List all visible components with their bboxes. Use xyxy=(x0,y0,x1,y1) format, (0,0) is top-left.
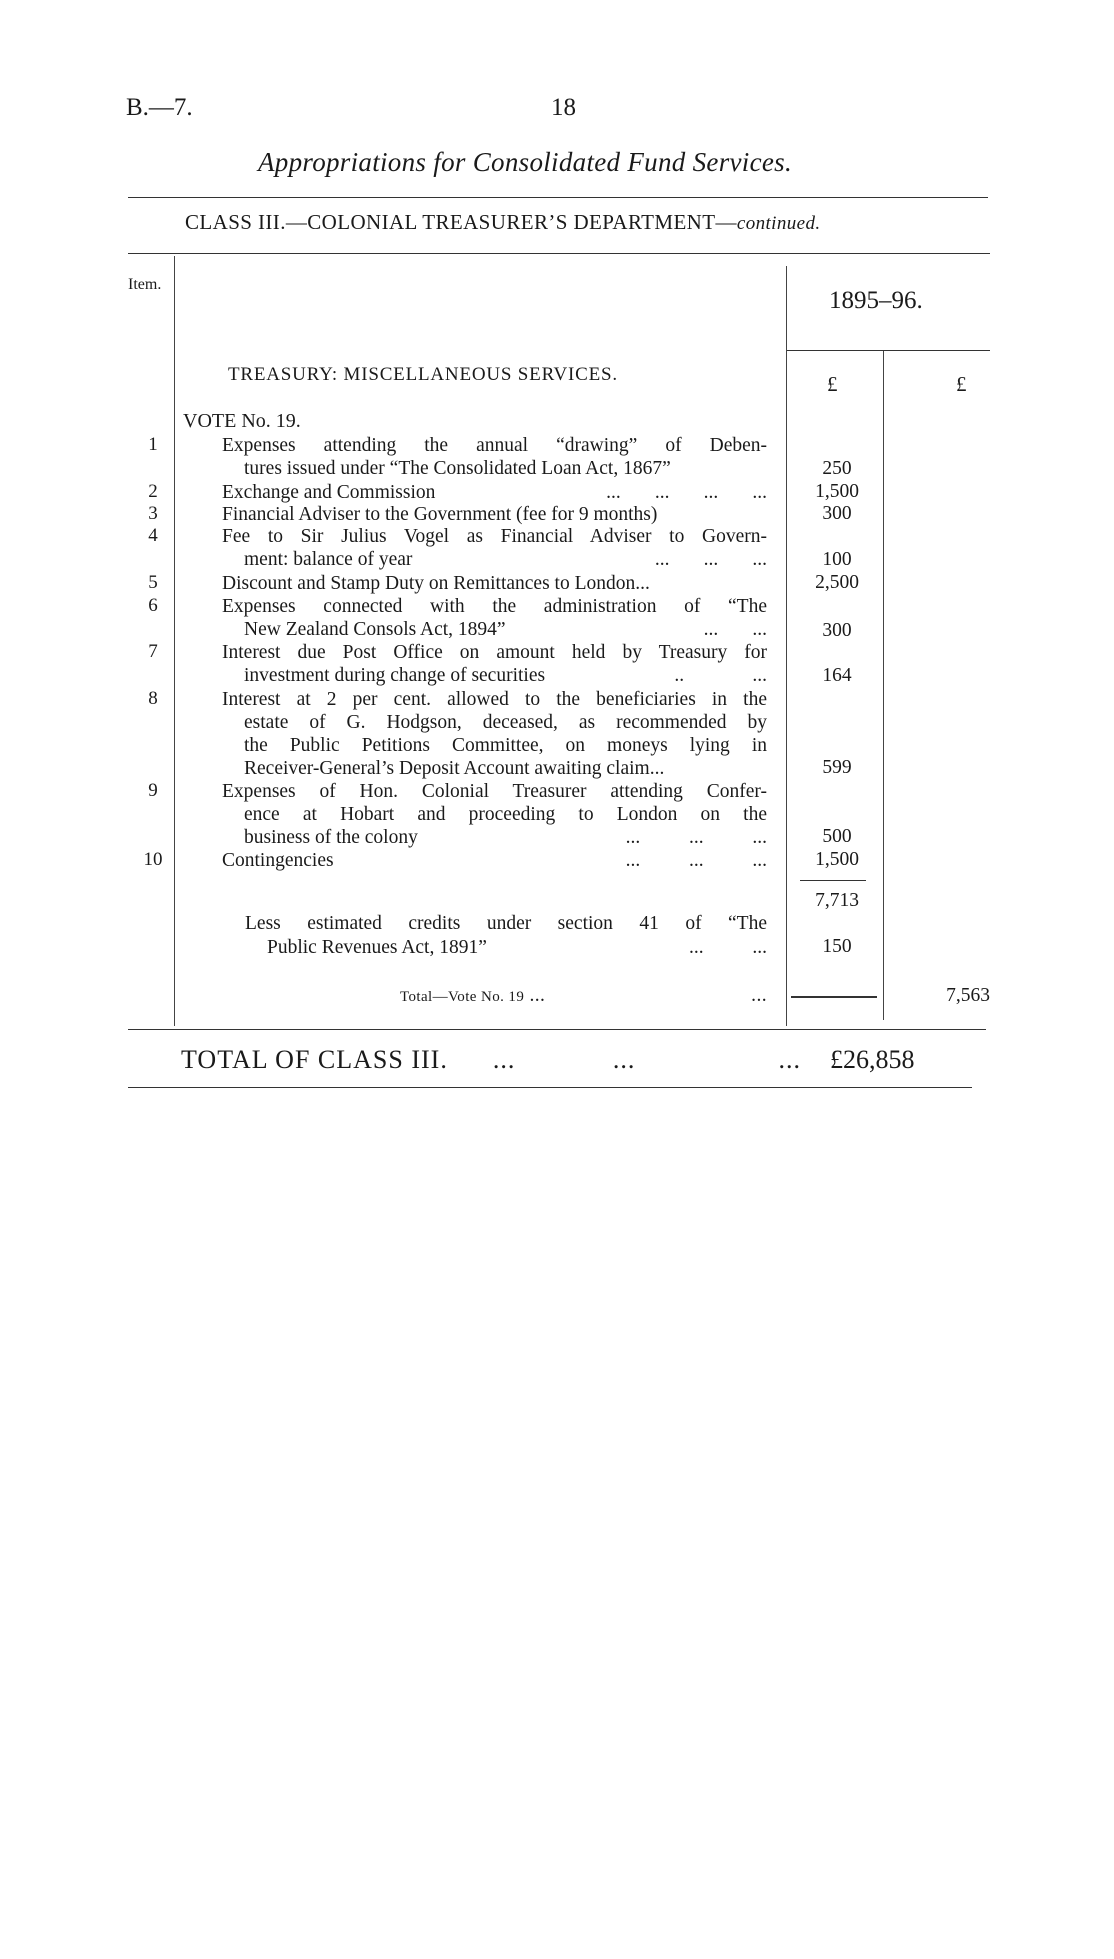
description-text: New Zealand Consols Act, 1894” xyxy=(244,619,506,640)
currency-symbol-right: £ xyxy=(956,372,967,396)
description-line: ence at Hobart and proceeding to London on the xyxy=(244,804,767,825)
description-line: Expenses connected with the administration of “The xyxy=(222,596,767,617)
item-description xyxy=(222,572,767,595)
item-column-header: Item. xyxy=(128,276,162,293)
credits-amount: 150 xyxy=(822,936,852,957)
item-number: 9 xyxy=(148,780,158,801)
item-amount: 164 xyxy=(822,665,852,686)
description-line xyxy=(222,618,767,641)
title-rule xyxy=(128,197,988,198)
leader-dots: ... xyxy=(751,985,767,1006)
item-number: 10 xyxy=(143,849,163,870)
item-description xyxy=(222,688,767,780)
item-number: 2 xyxy=(148,481,158,502)
subtotal-rule xyxy=(800,880,866,881)
item-number: 7 xyxy=(148,641,158,662)
item-number: 4 xyxy=(148,525,158,546)
description-line: tures issued under “The Consolidated Loan Act, 1867” xyxy=(244,458,671,479)
item-description xyxy=(222,780,767,849)
leader-dots: ... ... xyxy=(689,937,767,958)
item-amount: 250 xyxy=(822,458,852,479)
class-total-value: £26,858 xyxy=(830,1045,915,1074)
page-number: 18 xyxy=(551,94,576,121)
item-description xyxy=(222,503,767,526)
class-heading-continued: continued. xyxy=(736,213,821,234)
class-heading-main: CLASS III.—COLONIAL TREASURER’S DEPARTMENT— xyxy=(185,210,737,234)
item-amount: 1,500 xyxy=(815,481,859,502)
credits-line xyxy=(267,937,767,959)
description-line: the Public Petitions Committee, on moneys lying in xyxy=(244,735,767,756)
description-text: investment during change of securities xyxy=(244,665,546,686)
leader-dots: ... xyxy=(524,985,546,1006)
item-amount: 100 xyxy=(822,549,852,570)
description-line: estate of G. Hodgson, deceased, as recommended by xyxy=(244,712,767,733)
description-line: Fee to Sir Julius Vogel as Financial Adviser to Govern- xyxy=(222,526,767,547)
table-bottom-rule xyxy=(128,1029,986,1030)
leader-dots: ... ... ... xyxy=(625,850,767,871)
subtotal-value: 7,713 xyxy=(815,890,859,911)
document-reference: B.—7. xyxy=(126,94,193,121)
description-text: Contingencies xyxy=(222,850,334,871)
class-heading xyxy=(185,210,821,235)
vote-total-rule xyxy=(791,996,877,998)
item-amount: 2,500 xyxy=(815,572,859,593)
item-amount: 599 xyxy=(822,757,852,778)
leader-dots: ... xyxy=(778,1045,801,1074)
class-total-label xyxy=(181,1045,801,1075)
vote-total-label xyxy=(400,985,767,1007)
class-total-text: TOTAL OF CLASS III. xyxy=(181,1045,448,1074)
description-line: Interest at 2 per cent. allowed to the beneficiaries in the xyxy=(222,689,767,710)
description-line: Receiver-General’s Deposit Account awaiting claim... xyxy=(244,758,665,779)
year-underline xyxy=(787,350,990,351)
leader-dots: .. ... xyxy=(674,665,767,686)
description-line: Financial Adviser to the Government (fee for 9 months) xyxy=(222,504,658,525)
item-number: 1 xyxy=(148,434,158,455)
currency-symbol-left: £ xyxy=(827,372,838,396)
description-line: Interest due Post Office on amount held by Treasury for xyxy=(222,642,767,663)
item-description xyxy=(222,525,767,571)
credits-line: Less estimated credits under section 41 of “The xyxy=(245,913,767,934)
description-line xyxy=(222,664,767,687)
item-description xyxy=(222,849,767,872)
description-line xyxy=(222,826,767,849)
item-number: 6 xyxy=(148,595,158,616)
credits-text: Public Revenues Act, 1891” xyxy=(267,937,487,958)
item-column-divider xyxy=(174,256,175,1026)
item-description xyxy=(222,434,767,480)
item-amount: 300 xyxy=(822,620,852,641)
vote-title: VOTE No. 19. xyxy=(183,410,301,432)
description-line: Discount and Stamp Duty on Remittances to London... xyxy=(222,573,650,594)
item-description xyxy=(222,481,767,504)
leader-dots: ... ... ... ... xyxy=(606,482,767,503)
description-text: ment: balance of year xyxy=(244,549,413,570)
section-heading: TREASURY: MISCELLANEOUS SERVICES. xyxy=(228,364,618,385)
description-line: Expenses of Hon. Colonial Treasurer attending Confer- xyxy=(222,781,767,802)
year-header: 1895–96. xyxy=(829,287,923,314)
item-description xyxy=(222,595,767,641)
description-text: business of the colony xyxy=(244,827,418,848)
description-line xyxy=(222,481,767,504)
vote-total-value: 7,563 xyxy=(946,985,990,1006)
item-amount: 300 xyxy=(822,503,852,524)
vote-total-text: Total—Vote No. 19 xyxy=(400,989,525,1005)
subtotal-column-divider xyxy=(883,350,884,1020)
leader-dots: ... ... xyxy=(447,1045,636,1074)
item-number: 8 xyxy=(148,688,158,709)
item-description xyxy=(222,641,767,687)
item-amount: 1,500 xyxy=(815,849,859,870)
description-text: Exchange and Commission xyxy=(222,482,436,503)
item-number: 3 xyxy=(148,503,158,524)
item-number: 5 xyxy=(148,572,158,593)
description-line xyxy=(222,548,767,571)
page-title: Appropriations for Consolidated Fund Services. xyxy=(258,147,793,177)
item-amount: 500 xyxy=(822,826,852,847)
leader-dots: ... ... ... xyxy=(625,827,767,848)
class-total-rule xyxy=(128,1087,972,1088)
leader-dots: ... ... ... xyxy=(654,549,767,570)
amount-column-divider xyxy=(786,266,787,1026)
table-top-rule xyxy=(128,253,990,254)
description-line xyxy=(222,849,767,872)
description-line: Expenses attending the annual “drawing” of Deben- xyxy=(222,435,767,456)
leader-dots: ... ... xyxy=(703,619,767,640)
